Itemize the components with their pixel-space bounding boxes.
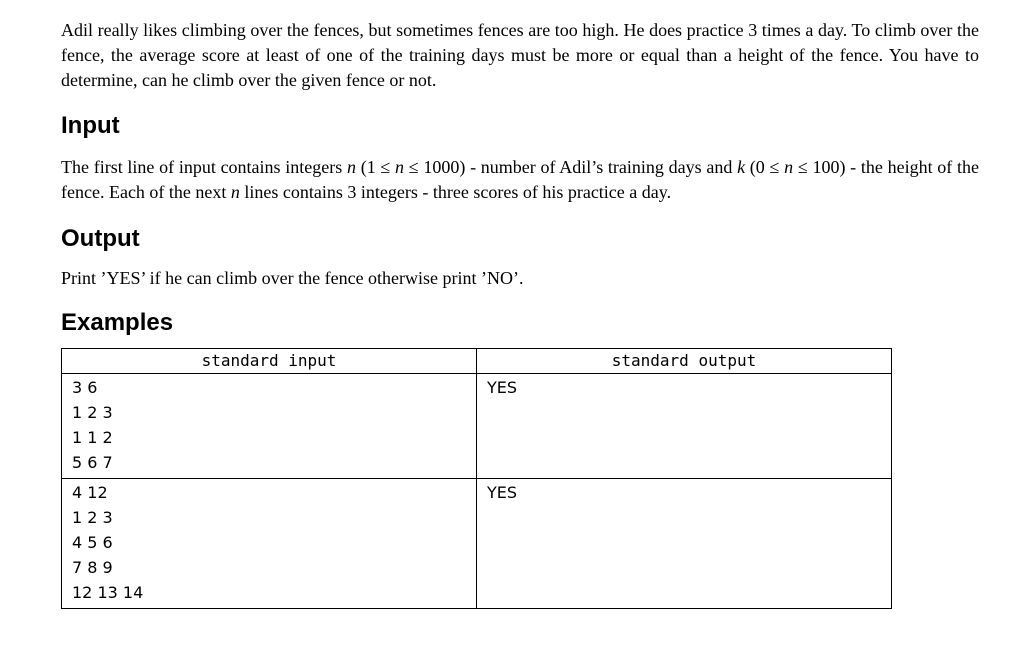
example-input-line: 7 8 9 [72,558,113,577]
example-row [62,374,892,479]
standard-input-header: standard input [62,349,477,374]
math-n: n [784,157,794,177]
math-n: n [346,157,356,177]
legend-paragraph: Adil really likes climbing over the fences, but sometimes fences are too high. He does practice 3 times a day. To climb over the fence, the average score at least of one of the training days must be more or equal than a height of the fence. You have to determine, can he climb over the given fence or not. [61,20,979,90]
examples-table [61,348,892,609]
example-input-cell [62,479,477,609]
input-text-1: The first line of input contains integers [61,157,347,177]
example-input-cell [62,374,477,479]
example-output-cell [477,479,892,609]
input-heading: Input [61,112,120,139]
example-input-line: 5 6 7 [72,453,113,472]
example-input-line: 4 12 [72,483,108,502]
input-text-3: ≤ 1000) - number of Adil’s training days and [404,157,738,177]
output-heading: Output [61,225,140,252]
example-output-line: YES [487,483,518,502]
standard-output-header: standard output [477,349,892,374]
example-input-line: 1 2 3 [72,508,113,527]
input-text-2: (1 ≤ [355,157,396,177]
math-n: n [395,157,405,177]
problem-statement [61,18,979,609]
examples-header-row [62,349,892,374]
input-text-6: lines contains 3 integers - three scores of his practice a day. [239,182,672,202]
example-input-line: 4 5 6 [72,533,113,552]
math-k: k [737,157,746,177]
math-n: n [230,182,240,202]
input-text-5: ≤ 100) - the height of the fence. Each of the next [61,157,980,202]
example-row [62,479,892,609]
example-input-line: 1 2 3 [72,403,113,422]
input-paragraph [61,155,979,205]
examples-heading: Examples [61,309,174,336]
example-input-line: 3 6 [72,378,98,397]
example-output-line: YES [487,378,518,397]
example-input-line: 1 1 2 [72,428,113,447]
example-output-cell [477,374,892,479]
input-text-4: (0 ≤ [745,157,785,177]
output-paragraph: Print ’YES’ if he can climb over the fence otherwise print ’NO’. [61,268,524,288]
example-input-line: 12 13 14 [72,583,144,602]
